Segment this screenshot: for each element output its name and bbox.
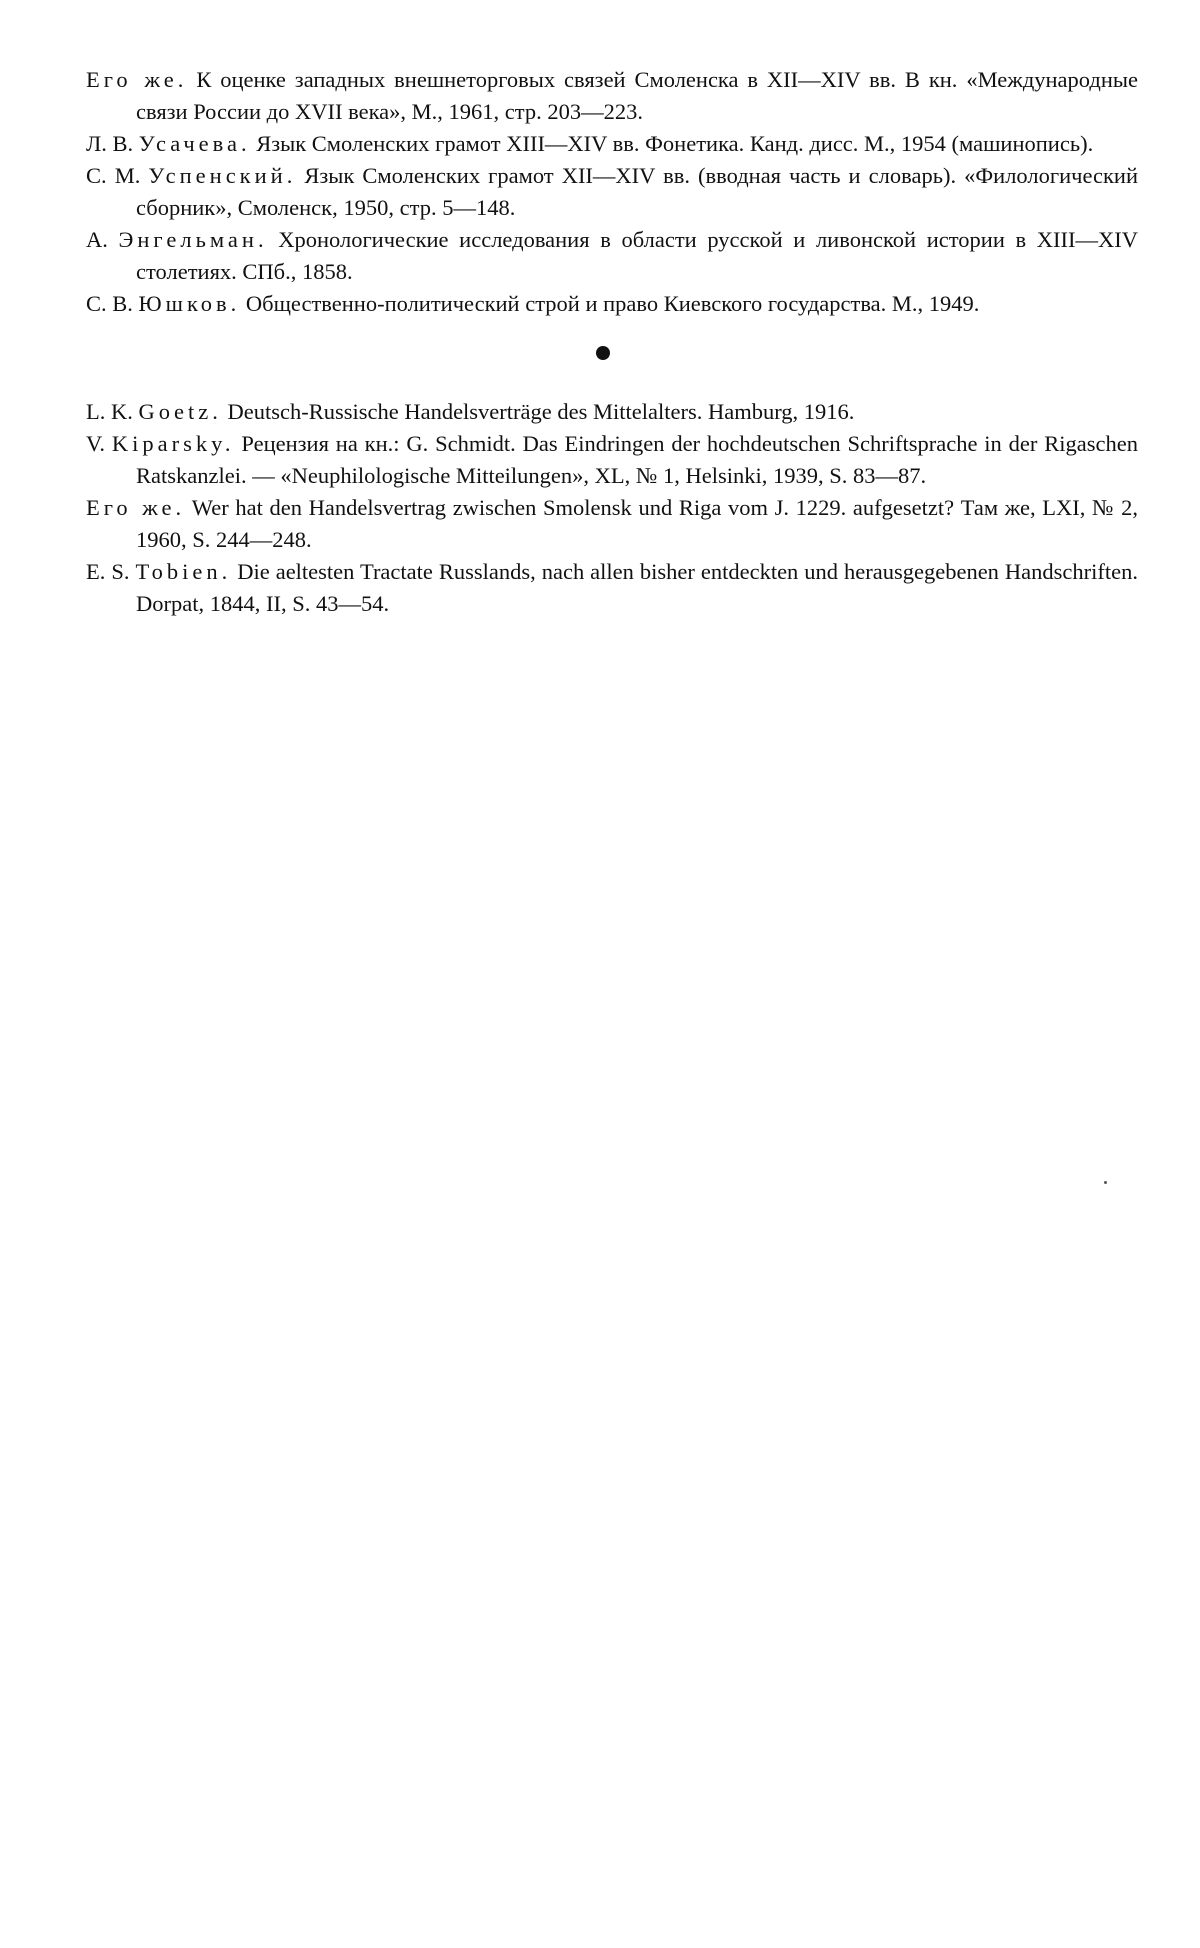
reference-text: Deutsch-Russische Handelsverträge des Mittelalters. Hamburg, 1916. (221, 399, 855, 424)
reference-entry (86, 128, 1138, 160)
bullet-separator-icon (596, 346, 610, 360)
reference-author: Усачева. (138, 131, 251, 156)
reference-text: Язык Смоленских грамот XIII—XIV вв. Фонетика. Канд. дисс. М., 1954 (машинопись). (250, 131, 1094, 156)
reference-text: Wer hat den Handelsvertrag zwischen Smolensk und Riga vom J. 1229. aufgesetzt? Там же, LXI, № 2, 1960, S. 244—248. (136, 495, 1138, 552)
reference-text: Die aeltesten Tractate Russlands, nach allen bisher entdeckten und herausgegebenen Handschriften. Dorpat, 1844, II, S. 43—54. (136, 559, 1138, 616)
russian-references (86, 64, 1138, 320)
reference-entry (86, 64, 1138, 128)
reference-initials: E. S. (86, 559, 136, 584)
reference-initials: С. М. (86, 163, 149, 188)
reference-author: Успенский. (148, 163, 297, 188)
reference-author: Goetz. (138, 399, 222, 424)
reference-entry (86, 396, 1138, 428)
reference-entry (86, 288, 1138, 320)
reference-entry (86, 224, 1138, 288)
reference-entry (86, 160, 1138, 224)
reference-initials: А. (86, 227, 119, 252)
reference-author: Юшков. (138, 291, 241, 316)
reference-author: Tobien. (135, 559, 232, 584)
reference-entry (86, 492, 1138, 556)
section-divider (86, 320, 1138, 396)
foreign-references (86, 396, 1138, 620)
reference-initials: Л. В. (86, 131, 139, 156)
reference-author: Его же. (86, 67, 188, 92)
reference-author: Kiparsky. (111, 431, 235, 456)
bibliography-page (86, 64, 1138, 620)
reference-text: Общественно-политический строй и право Киевского государства. М., 1949. (240, 291, 980, 316)
reference-text: Хронологические исследования в области русской и ливонской истории в XIII—XIV столетиях. СПб., 1858. (136, 227, 1139, 284)
reference-author: Его же. (86, 495, 186, 520)
reference-initials: L. K. (86, 399, 139, 424)
reference-author: Энгельман. (118, 227, 268, 252)
print-speck (1104, 1181, 1107, 1184)
reference-entry (86, 556, 1138, 620)
reference-text: Рецензия на кн.: G. Schmidt. Das Eindringen der hochdeutschen Schriftsprache in der Rigaschen Ratskanzlei. — «Neuphilologische Mitteilungen», XL, № 1, Helsinki, 1939, S. 83—87. (136, 431, 1138, 488)
reference-initials: С. В. (86, 291, 139, 316)
reference-entry (86, 428, 1138, 492)
reference-text: К оценке западных внешнеторговых связей Смоленска в XII—XIV вв. В кн. «Международные связи России до XVII века», М., 1961, стр. 203—223. (136, 67, 1138, 124)
reference-text: Язык Смоленских грамот XII—XIV вв. (вводная часть и словарь). «Филологический сборник», Смоленск, 1950, стр. 5—148. (136, 163, 1138, 220)
reference-initials: V. (86, 431, 112, 456)
